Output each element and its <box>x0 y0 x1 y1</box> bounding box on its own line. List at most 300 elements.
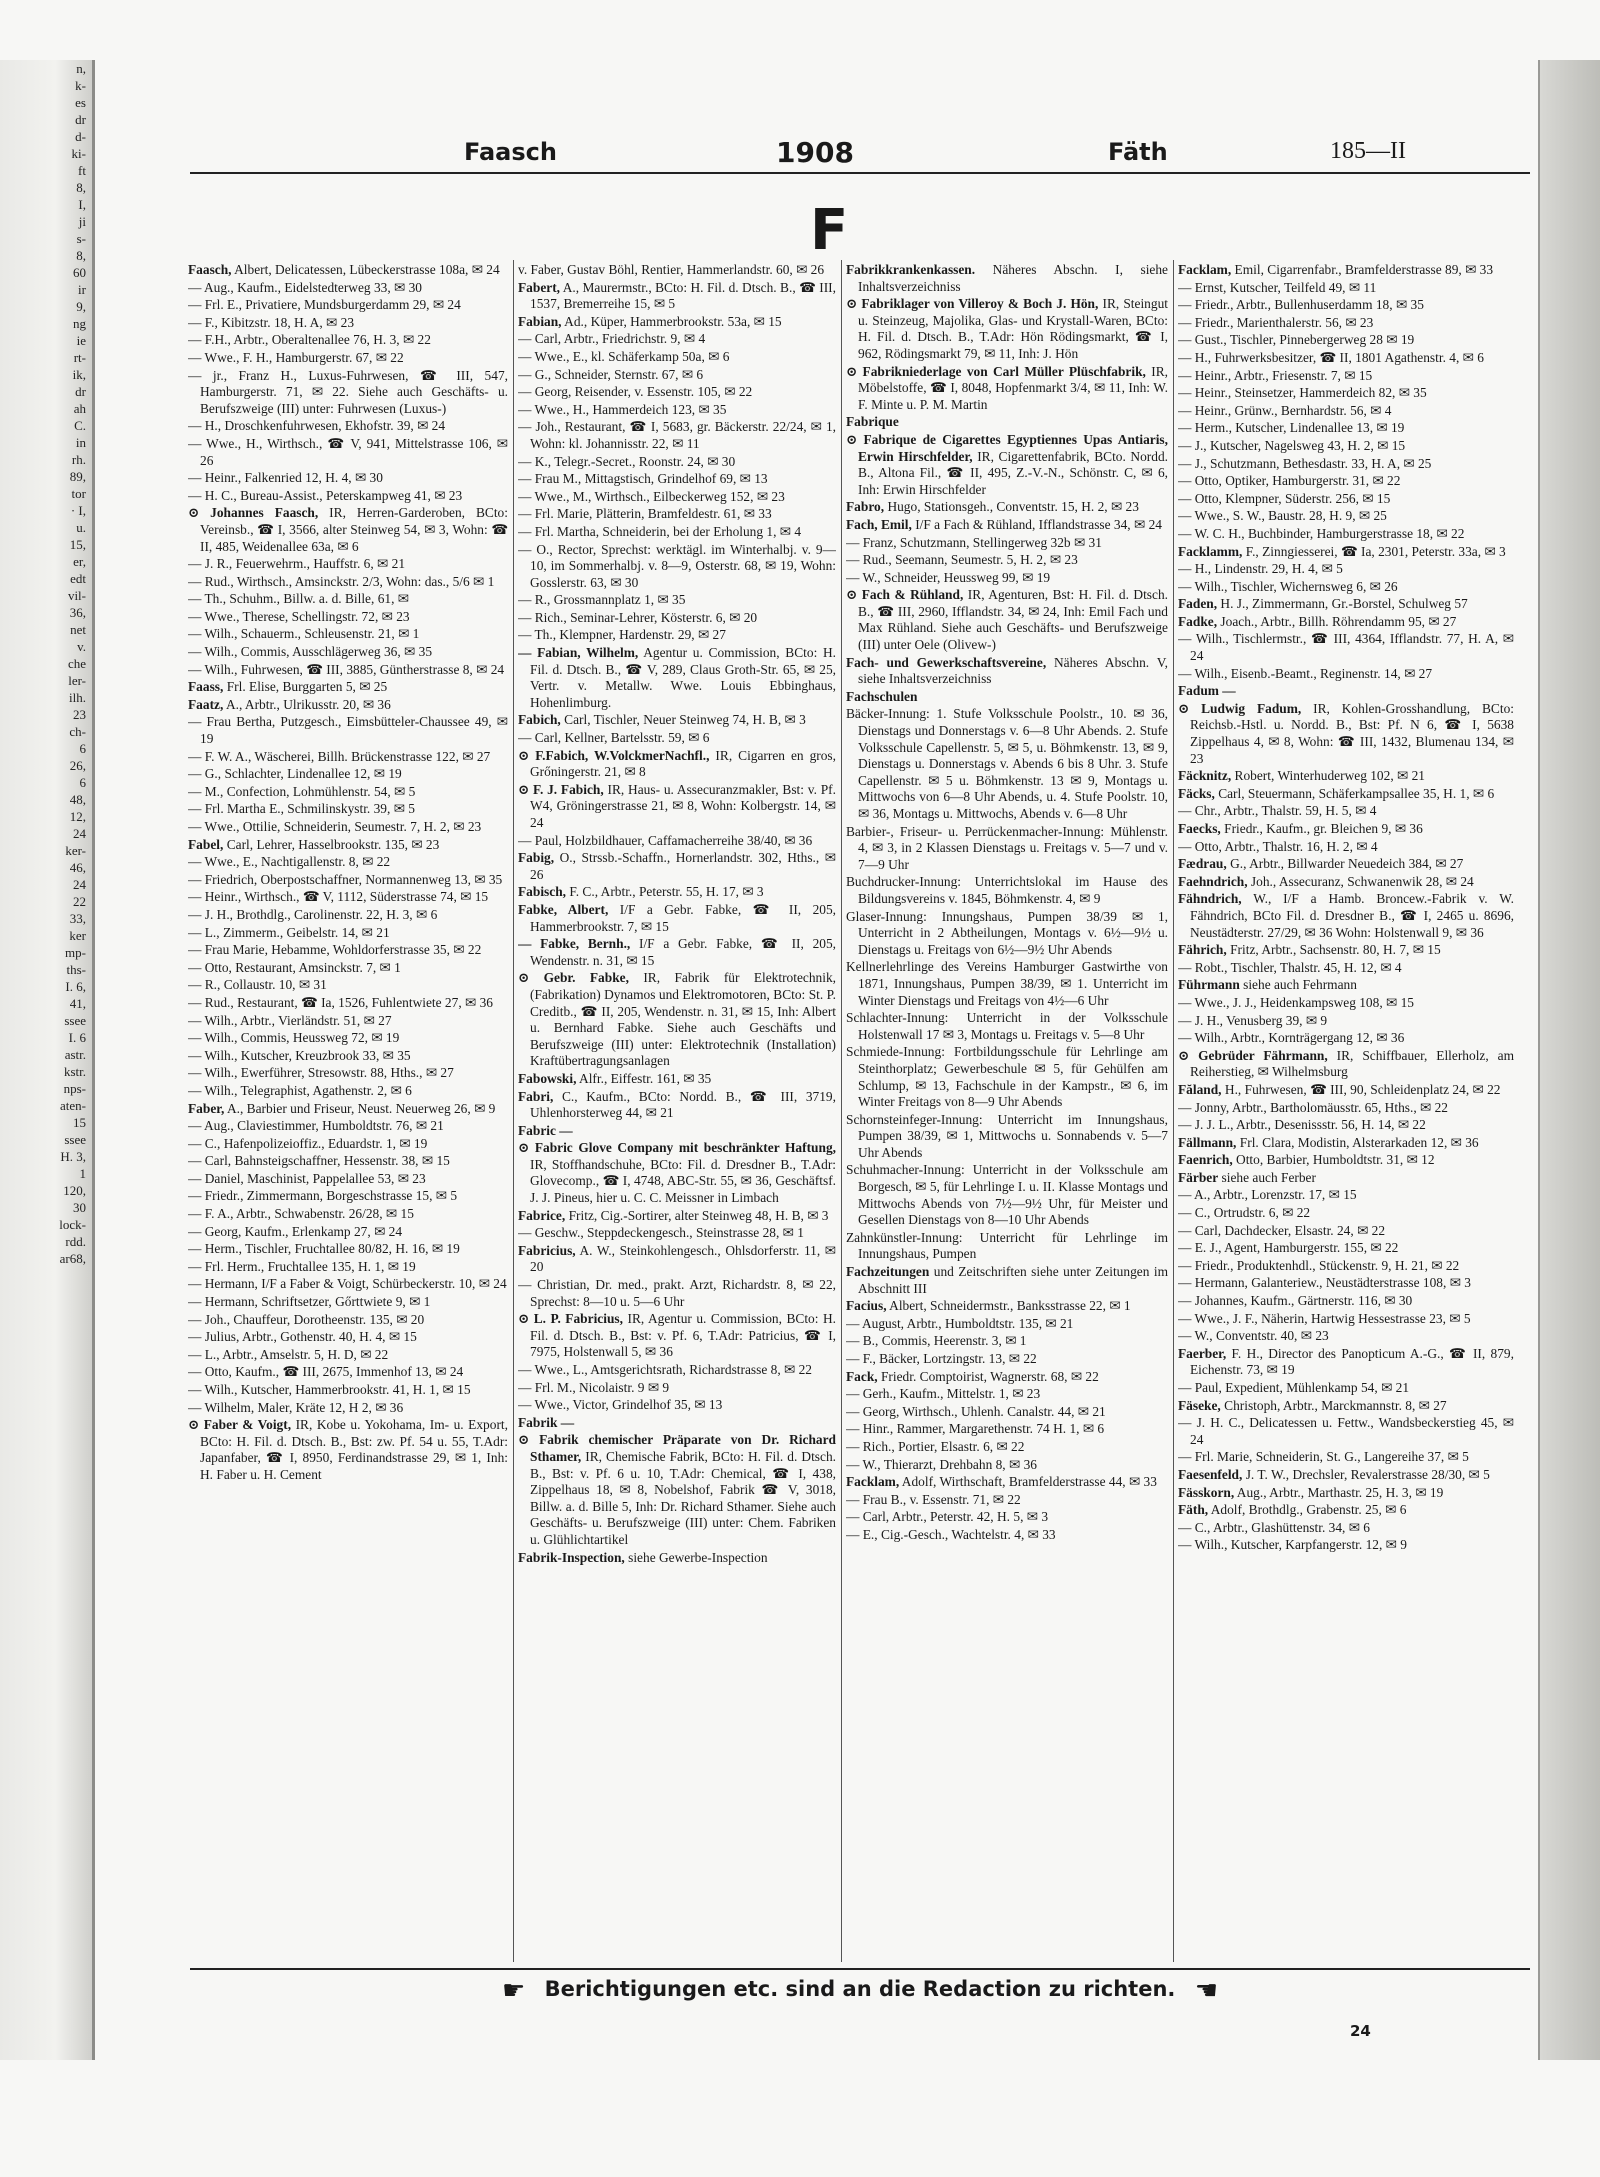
entry-details: — F., Bäcker, Lortzingstr. 13, ✉ 22 <box>846 1351 1037 1366</box>
entry-details: Joh., Assecuranz, Schwanenwik 28, ✉ 24 <box>1250 873 1474 889</box>
entry-details: — Wilh., Telegraphist, Agathenstr. 2, ✉ 6 <box>188 1082 412 1098</box>
entry-details: — Rich., Portier, Elsastr. 6, ✉ 22 <box>846 1438 1025 1454</box>
directory-entry <box>188 1294 508 1311</box>
adjacent-page-fragment: ch- <box>69 724 86 739</box>
entry-details: — Julius, Arbtr., Gothenstr. 40, H. 4, ✉ 15 <box>188 1329 417 1345</box>
directory-entry <box>1178 1293 1514 1310</box>
directory-entry <box>188 315 508 332</box>
entry-details: Friedr. Comptoirist, Wagnerstr. 68, ✉ 22 <box>880 1368 1099 1384</box>
directory-entry <box>1178 1100 1514 1117</box>
adjacent-page-fragment: astr. <box>64 1047 86 1062</box>
entry-details: — Heinr., Arbtr., Friesenstr. 7, ✉ 15 <box>1178 367 1373 383</box>
directory-entry <box>1178 1170 1514 1187</box>
entry-details: — Otto, Restaurant, Amsinckstr. 7, ✉ 1 <box>188 959 401 975</box>
entry-name: ⊙ Fabriklager von Villeroy & Boch J. Hön, <box>846 296 1099 312</box>
directory-entry <box>518 262 836 279</box>
adjacent-page-fragment: ji <box>78 214 86 229</box>
directory-entry <box>846 909 1168 959</box>
entry-details: — W., Thierarzt, Drehbahn 8, ✉ 36 <box>846 1456 1037 1472</box>
entry-details: — J., Kutscher, Nagelsweg 43, H. 2, ✉ 15 <box>1178 437 1406 453</box>
entry-details: Carl, Steuermann, Schäferkampsallee 35, H. 1, ✉ 6 <box>1218 785 1495 801</box>
directory-entry <box>188 662 508 679</box>
entry-details: Frl. Elise, Burggarten 5, ✉ 25 <box>226 679 388 695</box>
directory-entry <box>518 936 836 969</box>
directory-entry <box>846 1351 1168 1368</box>
entry-details: — R., Grossmannplatz 1, ✉ 35 <box>518 592 686 608</box>
directory-entry <box>1178 1380 1514 1397</box>
directory-entry <box>518 970 836 1070</box>
entry-name: ⊙ Fabrique de Cigarettes Egyptiennes Upas Antiaris, Erwin Hirschfelder, <box>846 431 1168 464</box>
directory-entry <box>846 1509 1168 1526</box>
directory-entry <box>846 1162 1168 1228</box>
entry-name: Fabrik-Inspection, <box>518 1549 625 1565</box>
entry-name: ⊙ Fach & Rühland, <box>846 587 964 603</box>
entry-name: Fabian, <box>518 313 562 329</box>
directory-entry <box>1178 1205 1514 1222</box>
directory-entry <box>1178 473 1514 490</box>
entry-details: — Franz, Schutzmann, Stellingerweg 32b ✉ 31 <box>846 534 1102 550</box>
adjacent-page-fragment: I. 6 <box>68 1030 86 1045</box>
entry-details: IR, Stoffhandschuhe, BCto: Fil. d. Dresdner B., T.Adr: Glovecomp., ☎ I, 4748, ABC-Str. 55, ✉ 36, Geschäftsf. J. J. Pineus, hier u. C. C. Meissner in Limbach <box>530 1156 836 1206</box>
entry-details: Hugo, Stationsgeh., Conventstr. 15, H. 2, ✉ 23 <box>887 499 1139 515</box>
directory-entry <box>1178 1082 1514 1099</box>
entry-name: Fach, Emil, <box>846 516 912 532</box>
entry-name: Fædrau, <box>1178 856 1227 872</box>
adjacent-page-fragment: I. 6, <box>65 979 86 994</box>
entry-details: I/F a Gebr. Fabke, ☎ II, 205, Wendenstr. n. 31, ✉ 15 <box>530 936 836 968</box>
directory-entry <box>188 1259 508 1276</box>
directory-entry <box>1178 420 1514 437</box>
entry-name: ⊙ Gebrüder Fährmann, <box>1178 1047 1328 1063</box>
adjacent-page-fragment: s- <box>76 231 86 246</box>
directory-entry <box>1178 1467 1514 1484</box>
entry-details: — F.H., Arbtr., Oberaltenallee 76, H. 3, ✉ 22 <box>188 332 431 348</box>
entry-details: IR, Steingut u. Steinzeug, Majolika, Glas- und Krystall-Waren, BCto: H. Fil. d. Dtsch. B., T.Adr: Hön Rödingsmarkt, ☎ I, 962, Rödingsmarkt 79, ✉ 11, Inh: J. Hön <box>858 296 1168 361</box>
entry-details: — L., Arbtr., Amselstr. 5, H. D, ✉ 22 <box>188 1346 389 1362</box>
directory-entry <box>1178 1537 1514 1554</box>
entry-details: — Otto, Arbtr., Thalstr. 16, H. 2, ✉ 4 <box>1178 838 1378 854</box>
directory-page <box>180 120 1540 2080</box>
entry-name: Fabrice, <box>518 1207 566 1223</box>
entry-name: Faden, <box>1178 596 1218 612</box>
adjacent-page-fragment: 9, <box>76 299 86 314</box>
entry-details: J. T. W., Drechsler, Revalerstrasse 28/30, ✉ 5 <box>1245 1466 1490 1482</box>
entry-details: — Robt., Tischler, Thalstr. 45, H. 12, ✉ 4 <box>1178 959 1402 975</box>
entry-details: Alfr., Eiffestr. 161, ✉ 35 <box>579 1070 712 1086</box>
directory-entry <box>188 280 508 297</box>
directory-entry <box>188 1153 508 1170</box>
directory-entry <box>518 833 836 850</box>
entry-name: Faerber, <box>1178 1345 1227 1361</box>
adjacent-page-fragment: ah <box>73 401 86 416</box>
entry-details: — Otto, Klempner, Süderstr. 256, ✉ 15 <box>1178 490 1391 506</box>
adjacent-page-fragment: es <box>75 95 86 110</box>
directory-entry <box>518 850 836 883</box>
entry-details: — W., Schneider, Heussweg 99, ✉ 19 <box>846 569 1051 585</box>
entry-details: — C., Arbtr., Glashüttenstr. 34, ✉ 6 <box>1178 1519 1370 1535</box>
directory-entry <box>188 470 508 487</box>
entry-details: — Th., Schuhm., Billw. a. d. Bille, 61, ✉ <box>188 591 410 607</box>
entry-details: Näheres Abschn. V, siehe Inhaltsverzeichniss <box>858 654 1168 687</box>
directory-entry <box>518 331 836 348</box>
directory-entry <box>188 925 508 942</box>
directory-entry <box>188 1030 508 1047</box>
entry-name: Fabowski, <box>518 1070 577 1086</box>
entry-name: Fabel, <box>188 836 224 852</box>
entry-details: IR, Herren-Garderoben, BCto: Vereinsb., ☎ I, 3566, alter Steinweg 54, ✉ 3, Wohn: ☎ II, 485, Weidenallee 63a, ✉ 6 <box>200 505 508 554</box>
entry-details: — Hermann, Schriftsetzer, Gőrttwiete 9, ✉ 1 <box>188 1294 431 1310</box>
entry-details: Emil, Cigarrenfabr., Bramfelderstrasse 89, ✉ 33 <box>1234 262 1494 277</box>
entry-details: — Frau B., v. Essenstr. 71, ✉ 22 <box>846 1491 1021 1507</box>
adjacent-page-fragment: ir <box>78 282 86 297</box>
section-letter: F <box>810 198 849 263</box>
entry-details: — Rud., Wirthsch., Amsinckstr. 2/3, Wohn: das., 5/6 ✉ 1 <box>188 573 495 589</box>
directory-entry <box>188 942 508 959</box>
entry-details: — F. A., Arbtr., Schwabenstr. 26/28, ✉ 15 <box>188 1206 414 1222</box>
adjacent-page-fragment: 48, <box>69 792 86 807</box>
adjacent-page-margin <box>0 60 95 2060</box>
directory-entry <box>188 626 508 643</box>
entry-details: — Joh., Chauffeur, Dorotheenstr. 135, ✉ 20 <box>188 1311 425 1327</box>
entry-details: Adolf, Brothdlg., Grabenstr. 25, ✉ 6 <box>1210 1502 1407 1518</box>
entry-details: — Hinr., Rammer, Margarethenstr. 74 H. 1, ✉ 6 <box>846 1421 1105 1437</box>
entry-details: v. Faber, Gustav Böhl, Rentier, Hammerlandstr. 60, ✉ 26 <box>518 262 825 277</box>
directory-entry <box>188 1171 508 1188</box>
entry-details: — Wilh., Schauerm., Schleusenstr. 21, ✉ 1 <box>188 626 420 642</box>
entry-details: F., Zinngiesserei, ☎ Ia, 2301, Peterstr. 33a, ✉ 3 <box>1245 543 1506 559</box>
entry-details: — Th., Klempner, Hardenstr. 29, ✉ 27 <box>518 627 726 643</box>
entry-name: Fach- und Gewerkschaftsvereine, <box>846 654 1047 670</box>
directory-entry <box>846 1404 1168 1421</box>
entry-details: — Rud., Seemann, Seumestr. 5, H. 2, ✉ 23 <box>846 552 1078 568</box>
directory-entry <box>846 655 1168 688</box>
directory-entry <box>518 902 836 935</box>
directory-entry <box>188 1206 508 1223</box>
entry-details: A., Arbtr., Ulrikusstr. 20, ✉ 36 <box>225 696 391 712</box>
directory-entry <box>518 402 836 419</box>
directory-entry <box>188 1364 508 1381</box>
adjacent-page-fragment: 8, <box>76 180 86 195</box>
entry-name: Fabri, <box>518 1088 554 1104</box>
adjacent-page-fragment: ilh. <box>69 690 86 705</box>
entry-name: ⊙ F.Fabich, W.VolckmerNachfl., <box>518 747 710 763</box>
entry-details: — Daniel, Maschinist, Pappelallee 53, ✉ 23 <box>188 1170 426 1186</box>
entry-name: Fabric — <box>518 1122 573 1138</box>
directory-entry <box>188 1224 508 1241</box>
entry-details: — G., Schneider, Sternstr. 67, ✉ 6 <box>518 366 704 382</box>
directory-entry <box>1178 803 1514 820</box>
directory-entry <box>1178 1415 1514 1448</box>
entry-details: — Johannes, Kaufm., Gärtnerstr. 116, ✉ 30 <box>1178 1293 1413 1309</box>
entry-details: — Geschw., Steppdeckengesch., Steinstrasse 28, ✉ 1 <box>518 1225 804 1241</box>
entry-details: — Wwe., S. W., Baustr. 28, H. 9, ✉ 25 <box>1178 508 1387 524</box>
directory-entry <box>1178 821 1514 838</box>
header-rule <box>190 172 1530 174</box>
entry-details: — Frl. Marie, Schneiderin, St. G., Langereihe 37, ✉ 5 <box>1178 1449 1469 1465</box>
directory-entry <box>1178 385 1514 402</box>
directory-entry <box>1178 614 1514 631</box>
entry-name: Fabrique <box>846 414 899 430</box>
directory-entry <box>846 364 1168 414</box>
directory-entry <box>518 748 836 781</box>
entry-details: Buchdrucker-Innung: Unterrichtslokal im Hause des Bildungsvereins v. 1845, Böhmkenstr. 4, ✉ 9 <box>846 874 1168 906</box>
directory-entry <box>846 414 1168 431</box>
entry-name: Fadum — <box>1178 683 1236 699</box>
entry-details: — Wilh., Tischlermstr., ☎ III, 4364, Ifflandstr. 77, H. A, ✉ 24 <box>1178 631 1514 664</box>
directory-entry <box>188 854 508 871</box>
column-2 <box>518 262 836 1962</box>
directory-entry <box>846 1386 1168 1403</box>
column-1 <box>188 262 508 1962</box>
column-divider <box>841 260 842 1962</box>
entry-details: — Frl. M., Nicolaistr. 9 ✉ 9 <box>518 1379 670 1395</box>
entry-details: — G., Schlachter, Lindenallee 12, ✉ 19 <box>188 766 402 782</box>
directory-entry <box>846 706 1168 822</box>
entry-details: — Wwe., Victor, Grindelhof 35, ✉ 13 <box>518 1397 723 1413</box>
adjacent-page-fragment: vil- <box>67 588 86 603</box>
adjacent-page-fragment: kstr. <box>63 1064 86 1079</box>
directory-entry <box>1178 297 1514 314</box>
directory-entry <box>1178 977 1514 994</box>
adjacent-page-fragment: v. <box>77 639 86 654</box>
entry-details: — Frau Bertha, Putzgesch., Eimsbütteler-Chaussee 49, ✉ 19 <box>188 714 508 747</box>
directory-entry <box>518 471 836 488</box>
adjacent-page-fragment: ker- <box>65 843 86 858</box>
adjacent-page-fragment: che <box>67 656 86 671</box>
entry-name: ⊙ Fabrikniederlage von Carl Müller Plüschfabrik, <box>846 363 1146 379</box>
directory-entry <box>188 1048 508 1065</box>
adjacent-page-fragment: d- <box>75 129 86 144</box>
adjacent-page-fragment: 36, <box>69 605 86 620</box>
entry-details: — August, Arbtr., Humboldtstr. 135, ✉ 21 <box>846 1315 1074 1331</box>
directory-entry <box>518 419 836 452</box>
entry-details: IR, Cigarettenfabrik, BCto. Nordd. B., Altona Fil., ☎ II, 495, Z.-V.-N., Schönstr. C, ✉ 6, Inh: Erwin Hirschfelder <box>858 448 1168 497</box>
entry-name: ⊙ Fabric Glove Company mit beschränkter Haftung, <box>518 1140 836 1156</box>
adjacent-page-fragment: rh. <box>71 452 86 467</box>
directory-entry <box>846 1316 1168 1333</box>
directory-entry <box>188 556 508 573</box>
adjacent-page-fragment: 23 <box>73 707 86 722</box>
adjacent-page-fragment: 6 <box>79 775 86 790</box>
entry-details: — K., Telegr.-Secret., Roonstr. 24, ✉ 30 <box>518 453 736 469</box>
directory-entry <box>1178 1328 1514 1345</box>
entry-details: Schuhmacher-Innung: Unterricht in der Volksschule am Borgesch, ✉ 5, für Lehrlinge I. u. II. Klasse Montags und Mittwochs Abends von 7½—9½ Uhr, für Meister und Gesellen Dienstags von 8—10 Uhr Abends <box>846 1162 1168 1228</box>
directory-entry <box>846 1492 1168 1509</box>
sheet-number: 24 <box>1350 2022 1371 2040</box>
entry-name: Facklamm, <box>1178 543 1243 559</box>
entry-details: F. H., Director des Panopticum A.-G., ☎ II, 879, Eichenstr. 73, ✉ 19 <box>1190 1345 1514 1378</box>
directory-entry <box>188 488 508 505</box>
entry-details: — L., Zimmerm., Geibelstr. 14, ✉ 21 <box>188 924 390 940</box>
entry-name: ⊙ F. J. Fabich, <box>518 781 604 797</box>
directory-entry <box>188 749 508 766</box>
entry-details: — J. J. L., Arbtr., Desenissstr. 56, H. 14, ✉ 22 <box>1178 1117 1426 1133</box>
directory-entry <box>188 784 508 801</box>
directory-entry <box>518 1380 836 1397</box>
adjacent-page-fragment: ki- <box>71 146 86 161</box>
directory-entry <box>1178 1240 1514 1257</box>
directory-entry <box>188 714 508 747</box>
entry-details: — Frl. Martha E., Schmilinskystr. 39, ✉ 5 <box>188 801 415 817</box>
entry-details: — Wilh., Fuhrwesen, ☎ III, 3885, Güntherstrasse 8, ✉ 24 <box>188 661 505 677</box>
entry-details: — H. C., Bureau-Assist., Peterskampweg 41, ✉ 23 <box>188 487 463 503</box>
directory-entry <box>846 517 1168 534</box>
entry-name: Fachzeitungen <box>846 1264 930 1280</box>
directory-entry <box>846 1439 1168 1456</box>
entry-details: — Friedr., Marienthalerstr. 56, ✉ 23 <box>1178 314 1374 330</box>
directory-entry <box>188 801 508 818</box>
directory-entry <box>846 1333 1168 1350</box>
entry-details: — Wwe., E., Nachtigallenstr. 8, ✉ 22 <box>188 854 391 870</box>
directory-entry <box>518 627 836 644</box>
adjacent-page-fragment: 60 <box>73 265 86 280</box>
directory-entry <box>518 314 836 331</box>
directory-entry <box>846 1474 1168 1491</box>
directory-entry <box>188 644 508 661</box>
adjacent-page-fragment: 24 <box>73 826 86 841</box>
entry-details: Robert, Winterhuderweg 102, ✉ 21 <box>1234 768 1425 784</box>
entry-details: — J. H., Brothdlg., Carolinenstr. 22, H. 3, ✉ 6 <box>188 906 438 922</box>
adjacent-page-fragment: ker <box>69 928 86 943</box>
entry-details: — Paul, Expedient, Mühlenkamp 54, ✉ 21 <box>1178 1380 1410 1395</box>
directory-entry <box>1178 786 1514 803</box>
adjacent-page-fragment: ng <box>73 316 86 331</box>
entry-details: G., Arbtr., Billwarder Neuedeich 384, ✉ 27 <box>1230 856 1464 872</box>
entry-details: — Gust., Tischler, Pinnebergerweg 28 ✉ 19 <box>1178 332 1415 348</box>
directory-entry <box>1178 942 1514 959</box>
entry-name: Fabert, <box>518 279 561 295</box>
entry-details: — H., Fuhrwerksbesitzer, ☎ II, 1801 Agathenstr. 4, ✉ 6 <box>1178 349 1484 365</box>
directory-entry <box>1178 456 1514 473</box>
directory-entry <box>188 1013 508 1030</box>
entry-details: I/F a Gebr. Fabke, ☎ II, 205, Hammerbrookstr. 7, ✉ 15 <box>530 901 836 934</box>
directory-entry <box>188 977 508 994</box>
entry-details: Agentur u. Commission, BCto: H. Fil. d. Dtsch. B., ☎ V, 289, Claus Groth-Str. 65, ✉ 25, Vertr. v. Metallw. Wwe. Louis Ebbinghaus, Hohenlimburg. <box>530 645 836 710</box>
entry-details: — A., Arbtr., Lorenzstr. 17, ✉ 15 <box>1178 1187 1357 1203</box>
directory-entry <box>1178 1485 1514 1502</box>
directory-entry <box>518 1432 836 1548</box>
adjacent-page-fragment: 8, <box>76 248 86 263</box>
entry-details: — E., Cig.-Gesch., Wachtelstr. 4, ✉ 33 <box>846 1526 1056 1542</box>
entry-name: Făland, <box>1178 1081 1222 1097</box>
entry-details: — Carl, Bahnsteigschaffner, Hessenstr. 38, ✉ 15 <box>188 1153 450 1169</box>
entry-details: — jr., Franz H., Luxus-Fuhrwesen, ☎ III, 547, Hamburgerstr. 71, ✉ 22. Siehe auch Geschäfts- u. Berufszweige (III) unter: Fuhrwesen (Luxus-) <box>188 367 508 416</box>
adjacent-page-fragment: ft <box>78 163 86 178</box>
adjacent-page-fragment: n, <box>76 61 86 76</box>
entry-details: H. J., Zimmermann, Gr.-Borstel, Schulweg 57 <box>1220 596 1468 612</box>
directory-entry <box>1178 579 1514 596</box>
adjacent-page-fragment: edt <box>70 571 86 586</box>
directory-entry <box>1178 995 1514 1012</box>
directory-entry <box>846 689 1168 706</box>
entry-details: — Otto, Kaufm., ☎ III, 2675, Immenhof 13, ✉ 24 <box>188 1364 464 1380</box>
entry-name: Fähndrich, <box>1178 891 1242 907</box>
directory-entry <box>518 1208 836 1225</box>
header-last-name: Fäth <box>1108 138 1168 166</box>
entry-details: — Wwe., L., Amtsgerichtsrath, Richardstrasse 8, ✉ 22 <box>518 1362 812 1377</box>
entry-details: — Jonny, Arbtr., Bartholomäusstr. 65, Hths., ✉ 22 <box>1178 1099 1448 1115</box>
adjacent-page-fragment: 46, <box>69 860 86 875</box>
entry-details: siehe auch Fehrmann <box>1243 977 1357 993</box>
entry-details: — H., Lindenstr. 29, H. 4, ✉ 5 <box>1178 561 1343 577</box>
entry-details: Albert, Schneidermstr., Banksstrasse 22, ✉ 1 <box>889 1298 1131 1314</box>
directory-entry <box>188 995 508 1012</box>
directory-entry <box>188 332 508 349</box>
entry-details: — Wwe., Therese, Schellingstr. 72, ✉ 23 <box>188 608 410 624</box>
entry-name: Facius, <box>846 1298 887 1314</box>
directory-entry <box>518 1140 836 1206</box>
entry-details: Otto, Barbier, Humboldtstr. 31, ✉ 12 <box>1236 1152 1435 1168</box>
adjacent-page-fragment: 1 <box>79 1166 86 1181</box>
adjacent-page-fragment: 33, <box>69 911 86 926</box>
entry-details: — Herm., Tischler, Fruchtallee 80/82, H. 16, ✉ 19 <box>188 1241 460 1257</box>
running-header <box>180 130 1540 170</box>
entry-details: IR, Agenturen, Bst: H. Fil. d. Dtsch. B., ☎ III, 2960, Ifflandstr. 34, ✉ 24, Inh: Emil Fach und Max Rühland. Siehe auch Geschäfts- und Berufszweige (III) unter Oele (Olivew-) <box>858 587 1168 653</box>
entry-details: — Frl. Marie, Plätterin, Bramfeldestr. 61, ✉ 33 <box>518 506 772 522</box>
adjacent-page-fragment: 120, <box>63 1183 86 1198</box>
directory-entry <box>1178 960 1514 977</box>
directory-entry <box>518 1089 836 1122</box>
entry-name: Fäseke, <box>1178 1397 1221 1413</box>
directory-entry <box>188 819 508 836</box>
entry-details: — Friedr., Zimmermann, Borgeschstrasse 15, ✉ 5 <box>188 1188 458 1204</box>
pointing-hand-right-icon: ☚ <box>1194 1976 1219 2006</box>
entry-name: Faesenfeld, <box>1178 1466 1243 1482</box>
directory-entry <box>1178 491 1514 508</box>
entry-details: — Wilhelm, Maler, Kräte 12, H 2, ✉ 36 <box>188 1399 404 1415</box>
adjacent-page-fragment: 26, <box>69 758 86 773</box>
entry-details: Aug., Arbtr., Marthastr. 25, H. 3, ✉ 19 <box>1236 1484 1444 1500</box>
entry-details: IR, Cigarren en gros, Grőningerstr. 21, ✉ 8 <box>530 747 836 780</box>
entry-name: Faber, <box>188 1100 225 1116</box>
directory-entry <box>1178 1152 1514 1169</box>
entry-details: — Aug., Kaufm., Eidelstedterweg 33, ✉ 30 <box>188 279 422 295</box>
entry-details: — Wilh., Commis, Ausschlägerweg 36, ✉ 35 <box>188 644 433 660</box>
entry-details: — W., Conventstr. 40, ✉ 23 <box>1178 1328 1329 1344</box>
adjacent-page-fragment: ar68, <box>59 1251 86 1266</box>
directory-entry <box>846 262 1168 295</box>
entry-name: Fabrikkrankenkassen. <box>846 262 976 277</box>
directory-entry <box>846 552 1168 569</box>
directory-entry <box>188 297 508 314</box>
directory-entry <box>188 1241 508 1258</box>
entry-details: IR, Kobe u. Yokohama, Im- u. Export, BCto: H. Fil. d. Dtsch. B., Bst: zw. Pf. 54 u. 55, T.Adr: Japanfaber, ☎ I, 8950, Ferdinandstrasse 29, ✉ 1, Inh: H. Faber u. H. Cement <box>200 1417 508 1482</box>
directory-entry <box>188 697 508 714</box>
entry-details: Bäcker-Innung: 1. Stufe Volksschule Poolstr., 10. ✉ 36, Dienstags und Donnerstags v. 6—8 Uhr Abends. 2. Stufe Volksschule Capellenstr. 5, ✉ 5, u. Böhmkenstr. 13, ✉ 9, Dienstags u. Donnerstags v. Abends 6 bis 8 Uhr. 3. Stufe Capellenstr. ✉ 5 u. Böhmkenstr. 13 ✉ 9, Montags u. Mittwochs von 6—8 Uhr Abends, u. 4. Stufe Poolstr. 10, ✉ 36, Montags u. Mittwochs, Abends v. 6—8 Uhr <box>846 706 1168 821</box>
entry-details: — Carl, Arbtr., Peterstr. 42, H. 5, ✉ 3 <box>846 1509 1049 1525</box>
entry-name: Fabrik — <box>518 1414 575 1430</box>
directory-entry <box>1178 1030 1514 1047</box>
column-divider <box>513 260 514 1962</box>
directory-entry <box>846 1230 1168 1263</box>
entry-details: — Rud., Restaurant, ☎ Ia, 1526, Fuhlentwiete 27, ✉ 36 <box>188 994 493 1010</box>
entry-name: Facklam, <box>1178 262 1232 277</box>
entry-details: A., Maurermstr., BCto: H. Fil. d. Dtsch. B., ☎ III, 1537, Bremerreihe 15, ✉ 5 <box>530 279 836 312</box>
directory-entry <box>188 262 508 279</box>
adjacent-page-fragment: mp- <box>65 945 86 960</box>
entry-details: — Frl. Martha, Schneiderin, bei der Erholung 1, ✉ 4 <box>518 523 802 539</box>
directory-entry <box>1178 350 1514 367</box>
directory-entry <box>1178 631 1514 664</box>
entry-details: — Wwe., J. J., Heidenkampsweg 108, ✉ 15 <box>1178 994 1414 1010</box>
directory-entry <box>1178 526 1514 543</box>
directory-entry <box>846 432 1168 498</box>
entry-details: — W. C. H., Buchbinder, Hamburgerstrasse 18, ✉ 22 <box>1178 525 1465 541</box>
directory-entry <box>1178 1502 1514 1519</box>
entry-details: C., Kaufm., BCto: Nordd. B., ☎ III, 3719, Uhlenhorsterweg 44, ✉ 21 <box>530 1088 836 1121</box>
entry-details: — Ernst, Kutscher, Teilfeld 49, ✉ 11 <box>1178 279 1377 295</box>
adjacent-page-fragment: lock- <box>59 1217 86 1232</box>
